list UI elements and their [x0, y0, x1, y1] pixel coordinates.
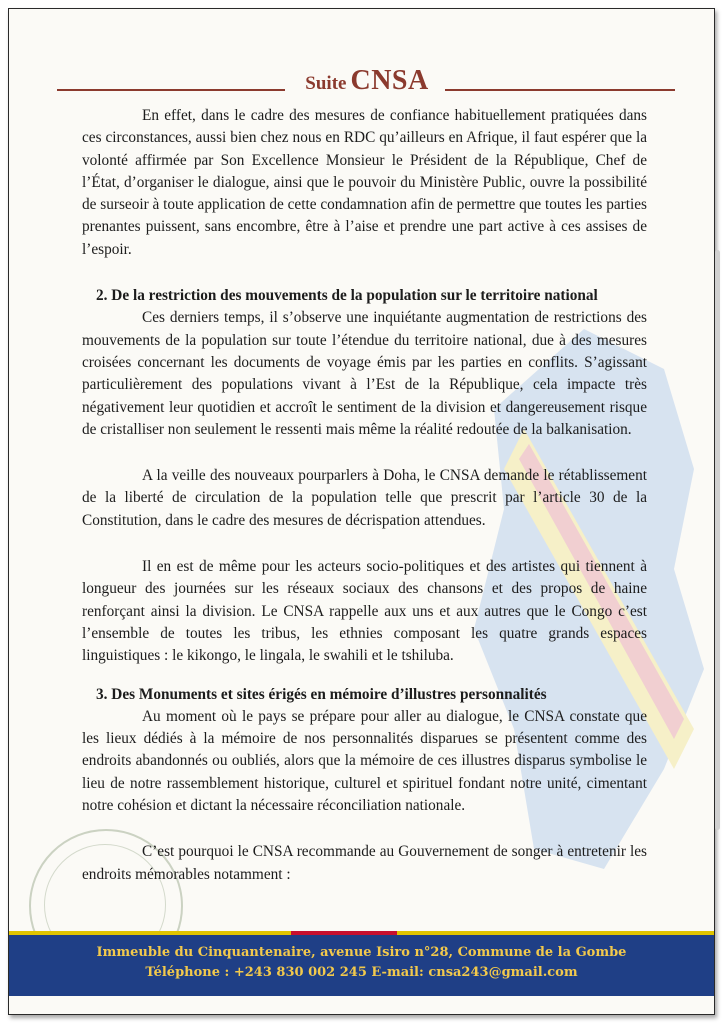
section-2-paragraph-1: Ces derniers temps, il s’observe une inquiétante augmentation de restrictions des mouvements de la population sur toute l’étendue du territoire national, due à des mesures croisées concernant les documents de voyage émis par les parties en conflits. S’agissant particulièrement des populations vivant à l’Est de la République, cela impacte très négativement leur quotidien et accroît le sentiment de la division et dangereusement risque de cristalliser non seulement le ressenti mais même la réalité redoutée de la balkanisation.	[82, 309, 647, 438]
page-footer	[9, 931, 714, 996]
document-page	[8, 8, 715, 1015]
header-suite: Suite	[305, 73, 347, 94]
footer-address: Immeuble du Cinquantenaire, avenue Isiro n°28, Commune de la Gombe	[96, 945, 627, 960]
header-title	[297, 65, 437, 97]
header-rule-left	[57, 89, 285, 91]
section-2-paragraph-2: A la veille des nouveaux pourparlers à Doha, le CNSA demande le rétablissement de la liberté de circulation de la population telle que prescrit par l’article 30 de la Constitution, dans le cadre des mesures de décrispation attendues.	[82, 467, 647, 529]
section-2-paragraph-3: Il en est de même pour les acteurs socio-politiques et des artistes qui tiennent à longueur des journées sur les réseaux sociaux des chansons et des propos de haine renforçant ainsi la division. Le CNSA rappelle aux uns et aux autres que le Congo c’est l’ensemble de toutes les tribus, les ethnies composant les quatre grands espaces linguistiques : le kikongo, le lingala, le swahili et le tshiluba.	[82, 558, 647, 665]
page-header	[57, 65, 675, 105]
footer-flag-stripe	[9, 931, 714, 935]
footer-contact: Téléphone : +243 830 002 245 E-mail: cnsa243@gmail.com	[145, 965, 578, 980]
document-body	[82, 105, 647, 886]
scrollbar[interactable]	[715, 250, 720, 830]
intro-paragraph: En effet, dans le cadre des mesures de confiance habituellement pratiquées dans ces circonstances, aussi bien chez nous en RDC qu’ailleurs en Afrique, il faut espérer que la volonté affirmée par Son Excellence Monsieur le Président de la République, Chef de l’État, d’organiser le dialogue, ainsi que le pouvoir du Ministère Public, ouvre la possibilité de surseoir à toute application de cette condamnation afin de permettre que toutes les parties prenantes puissent, sans encombre, être à l’aise et prendre une part active à ces assises de l’espoir.	[82, 107, 647, 258]
section-3-title: 3. Des Monuments et sites érigés en mémoire d’illustres personnalités	[96, 685, 547, 703]
header-rule-right	[445, 89, 675, 91]
header-cnsa: CNSA	[350, 65, 429, 96]
section-3-paragraph-1: Au moment où le pays se prépare pour aller au dialogue, le CNSA constate que les lieux dédiés à la mémoire de nos personnalités disparues se présentent comme des endroits abandonnés ou oubliés, alors que la mémoire de ces illustres disparus symbolise le lieu de notre rassemblement historique, culturel et spirituel fondant notre unité, cimentant notre cohésion et dictant la nécessaire réconciliation nationale.	[82, 707, 647, 815]
section-2-title: 2. De la restriction des mouvements de la population sur le territoire national	[96, 287, 598, 305]
section-3-paragraph-2: C’est pourquoi le CNSA recommande au Gouvernement de songer à entretenir les endroits mémorables notamment :	[82, 843, 647, 883]
